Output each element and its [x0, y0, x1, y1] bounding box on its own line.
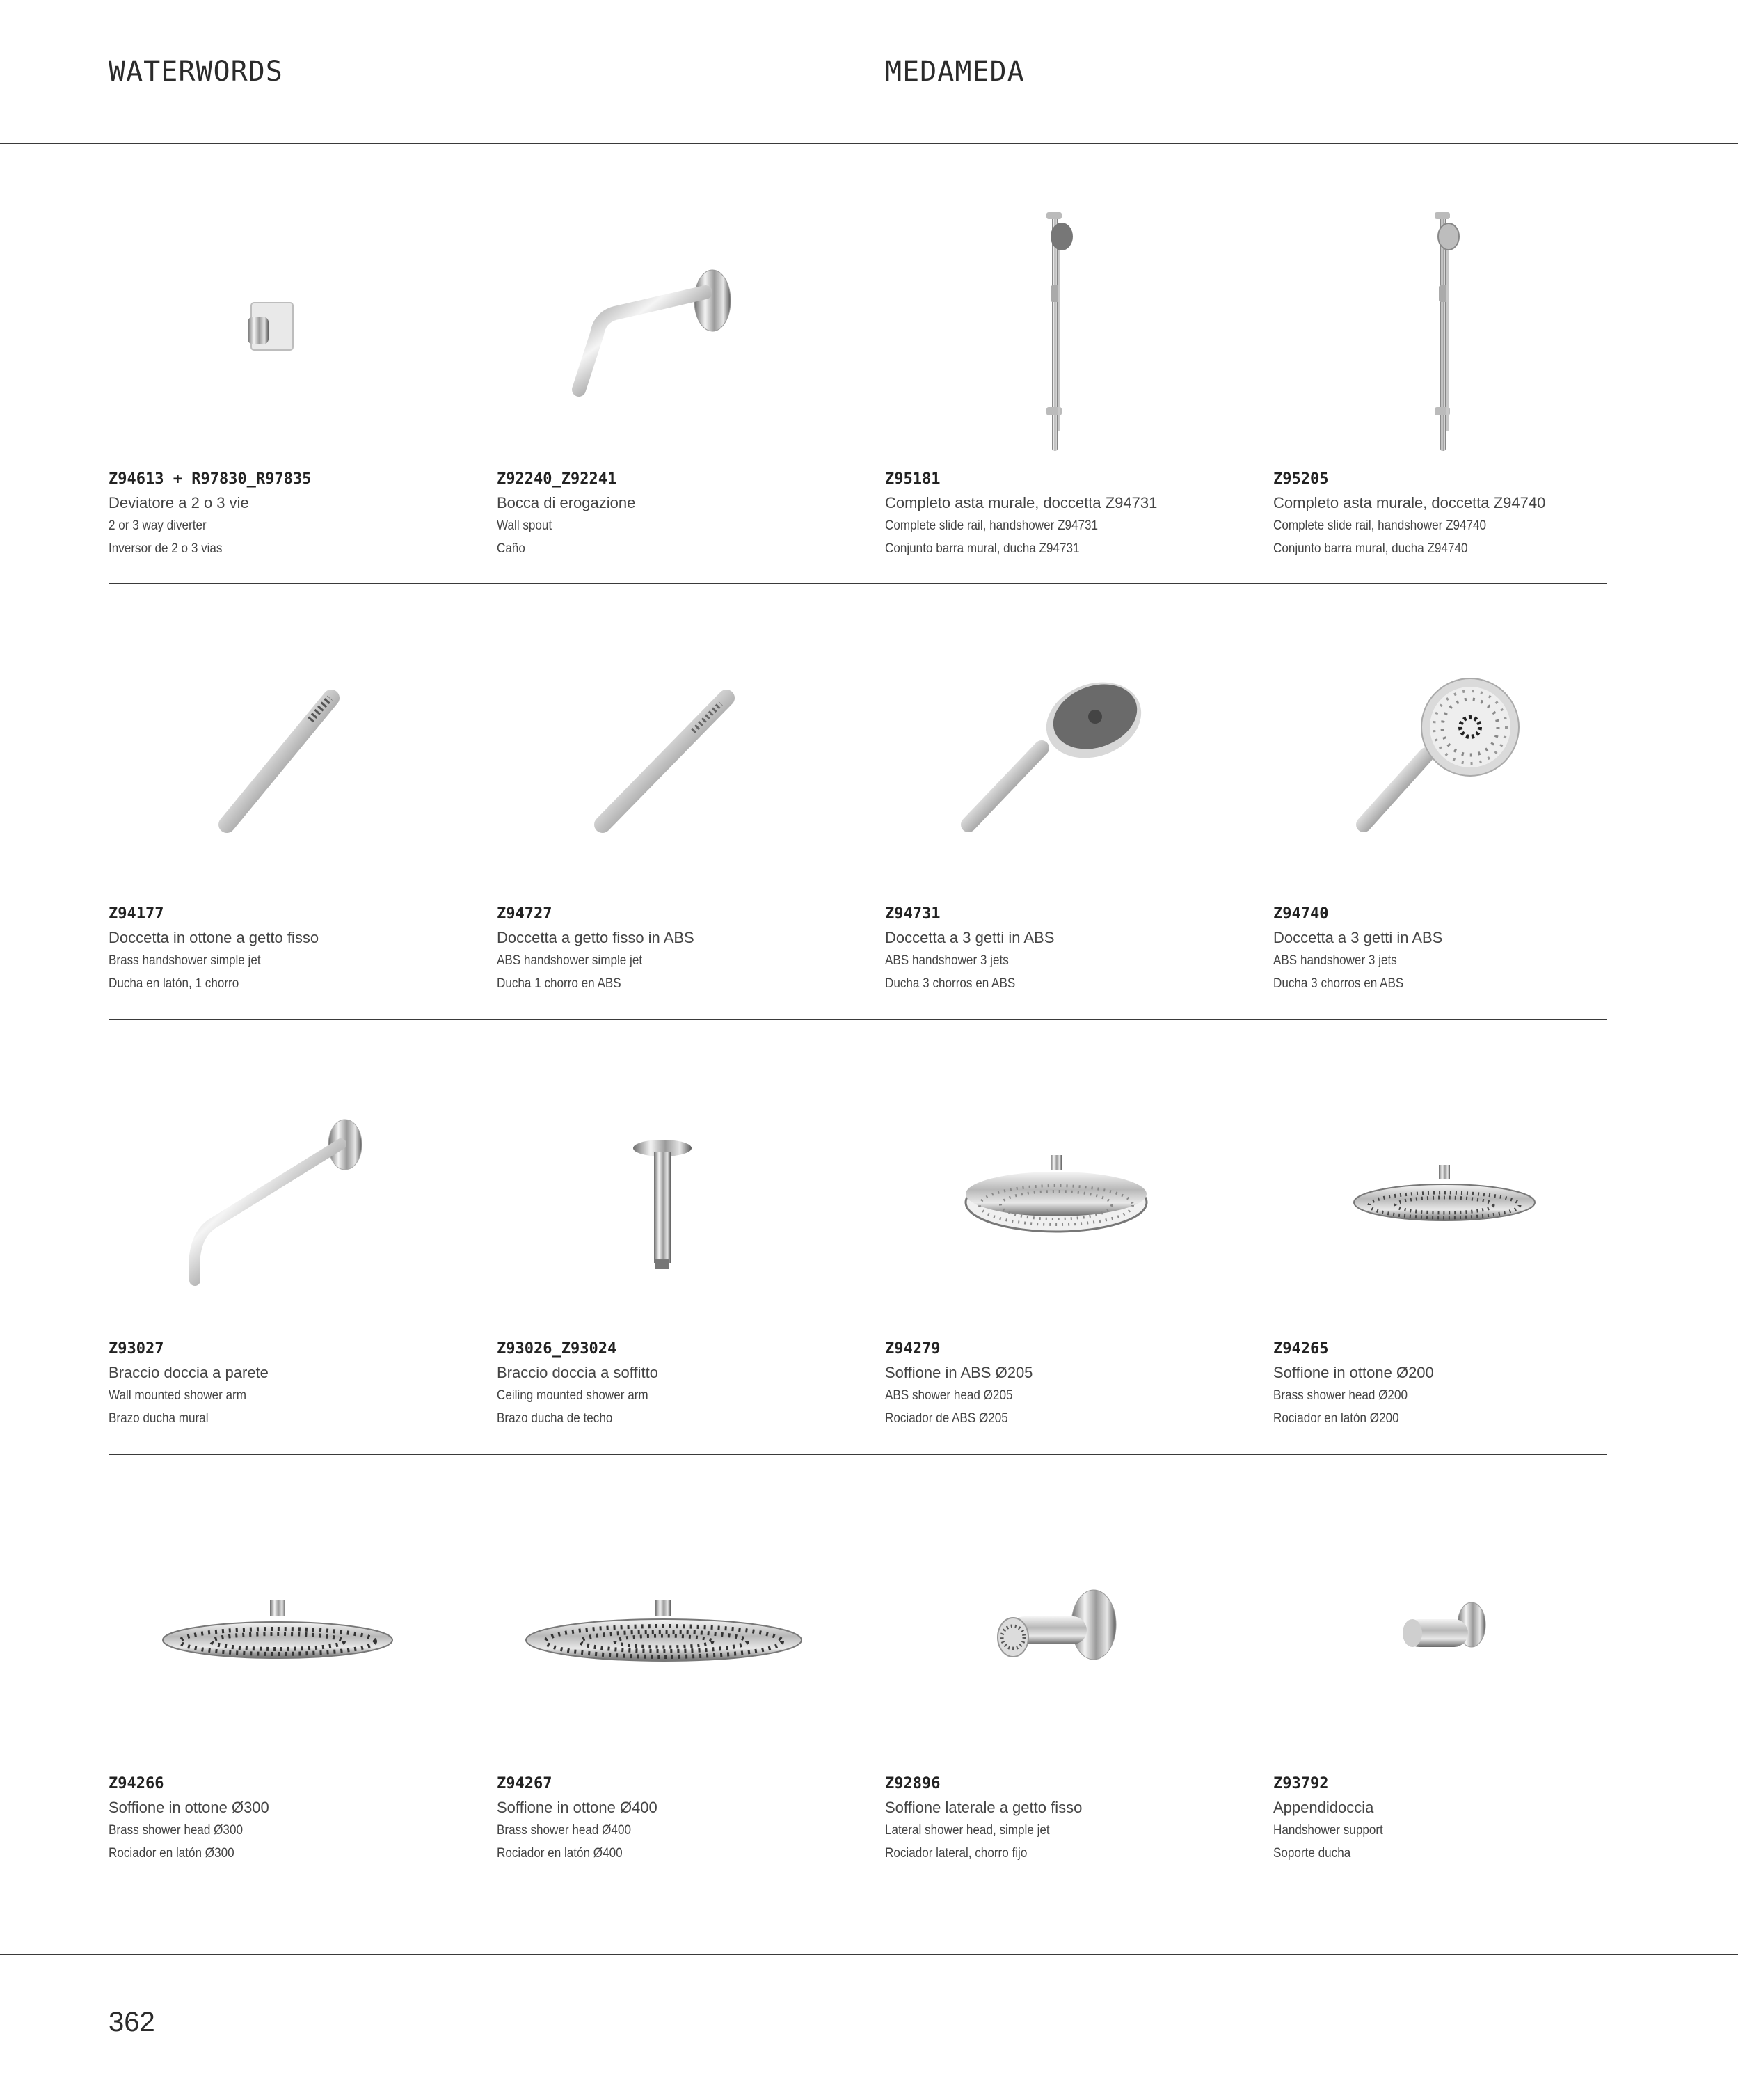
product-name-en: 2 or 3 way diverter [109, 518, 207, 533]
lateral-jet-icon [885, 1486, 1261, 1771]
slide-rail-icon [1273, 181, 1649, 466]
wall-arm-icon [109, 1051, 484, 1336]
product-name-en: Brass shower head Ø300 [109, 1823, 243, 1838]
product-name-es: Brazo ducha mural [109, 1411, 209, 1426]
product-name-en: Brass shower head Ø400 [497, 1823, 631, 1838]
product-name-en: Wall spout [497, 518, 552, 533]
product-name-en: Handshower support [1273, 1823, 1383, 1838]
product-name-en: Brass shower head Ø200 [1273, 1388, 1408, 1403]
product-name-en: Ceiling mounted shower arm [497, 1388, 648, 1403]
page-number: 362 [109, 2007, 155, 2037]
product-name-it: Doccetta in ottone a getto fisso [109, 929, 319, 946]
product-code: Z94727 [497, 905, 552, 923]
brand-title: WATERWORDS [109, 56, 283, 88]
product-code: Z92896 [885, 1775, 941, 1792]
header-divider [0, 143, 1738, 144]
product-name-it: Soffione in ottone Ø400 [497, 1799, 657, 1816]
product-code: Z93792 [1273, 1775, 1329, 1792]
product-name-it: Doccetta a getto fisso in ABS [497, 929, 694, 946]
product-name-it: Completo asta murale, doccetta Z94731 [885, 494, 1158, 511]
product-code: Z94740 [1273, 905, 1329, 923]
stick-handshower-icon [109, 616, 484, 901]
product-name-it: Completo asta murale, doccetta Z94740 [1273, 494, 1546, 511]
product-name-en: ABS handshower simple jet [497, 953, 643, 968]
round-handshower-icon [885, 616, 1261, 901]
product-code: Z94177 [109, 905, 164, 923]
product-name-en: ABS shower head Ø205 [885, 1388, 1013, 1403]
product-code: Z94265 [1273, 1340, 1329, 1358]
product-code: Z94266 [109, 1775, 164, 1792]
product-name-it: Deviatore a 2 o 3 vie [109, 494, 249, 511]
wall-spout-icon [497, 181, 872, 466]
product-name-es: Conjunto barra mural, ducha Z94731 [885, 541, 1080, 556]
product-name-es: Ducha 3 chorros en ABS [1273, 976, 1404, 991]
product-name-en: Complete slide rail, handshower Z94731 [885, 518, 1099, 533]
product-name-it: Braccio doccia a soffitto [497, 1364, 658, 1381]
product-name-it: Appendidoccia [1273, 1799, 1374, 1816]
footer-divider [0, 1954, 1738, 1955]
product-name-es: Rociador en latón Ø300 [109, 1846, 234, 1861]
product-code: Z94731 [885, 905, 941, 923]
product-name-es: Rociador en latón Ø200 [1273, 1411, 1399, 1426]
slide-rail-icon [885, 181, 1261, 466]
product-code: Z95205 [1273, 470, 1329, 488]
product-name-it: Braccio doccia a parete [109, 1364, 269, 1381]
product-code: Z95181 [885, 470, 941, 488]
stick-handshower-icon [497, 616, 872, 901]
product-name-en: Wall mounted shower arm [109, 1388, 246, 1403]
round-handshower-icon [1273, 616, 1649, 901]
collection-title: MEDAMEDA [885, 56, 1025, 88]
product-code: Z94279 [885, 1340, 941, 1358]
product-code: Z92240_Z92241 [497, 470, 617, 488]
product-name-it: Soffione in ottone Ø200 [1273, 1364, 1434, 1381]
product-code: Z93027 [109, 1340, 164, 1358]
product-name-es: Inversor de 2 o 3 vias [109, 541, 223, 556]
product-name-es: Caño [497, 541, 525, 556]
shower-head-icon [497, 1486, 872, 1771]
product-name-es: Soporte ducha [1273, 1846, 1351, 1861]
product-name-it: Soffione laterale a getto fisso [885, 1799, 1083, 1816]
handshower-holder-icon [1273, 1486, 1649, 1771]
product-name-es: Ducha en latón, 1 chorro [109, 976, 239, 991]
shower-head-icon [1273, 1051, 1649, 1336]
product-name-en: Lateral shower head, simple jet [885, 1823, 1050, 1838]
product-name-es: Ducha 3 chorros en ABS [885, 976, 1016, 991]
shower-head-icon [109, 1486, 484, 1771]
shower-head-icon [885, 1051, 1261, 1336]
product-name-es: Conjunto barra mural, ducha Z94740 [1273, 541, 1468, 556]
row-divider [109, 1454, 1607, 1455]
diverter-icon [109, 181, 484, 466]
product-name-it: Doccetta a 3 getti in ABS [1273, 929, 1443, 946]
product-name-en: Complete slide rail, handshower Z94740 [1273, 518, 1487, 533]
product-name-es: Rociador de ABS Ø205 [885, 1411, 1008, 1426]
product-name-es: Ducha 1 chorro en ABS [497, 976, 621, 991]
row-divider [109, 1019, 1607, 1020]
product-code: Z93026_Z93024 [497, 1340, 617, 1358]
product-name-it: Doccetta a 3 getti in ABS [885, 929, 1055, 946]
product-name-es: Brazo ducha de techo [497, 1411, 613, 1426]
product-name-it: Soffione in ottone Ø300 [109, 1799, 269, 1816]
row-divider [109, 583, 1607, 584]
ceiling-arm-icon [497, 1051, 872, 1336]
product-name-es: Rociador lateral, chorro fijo [885, 1846, 1028, 1861]
product-name-en: Brass handshower simple jet [109, 953, 261, 968]
product-name-it: Bocca di erogazione [497, 494, 636, 511]
product-name-en: ABS handshower 3 jets [885, 953, 1009, 968]
product-code: Z94267 [497, 1775, 552, 1792]
product-name-en: ABS handshower 3 jets [1273, 953, 1397, 968]
product-name-es: Rociador en latón Ø400 [497, 1846, 623, 1861]
product-code: Z94613 + R97830_R97835 [109, 470, 312, 488]
product-name-it: Soffione in ABS Ø205 [885, 1364, 1033, 1381]
